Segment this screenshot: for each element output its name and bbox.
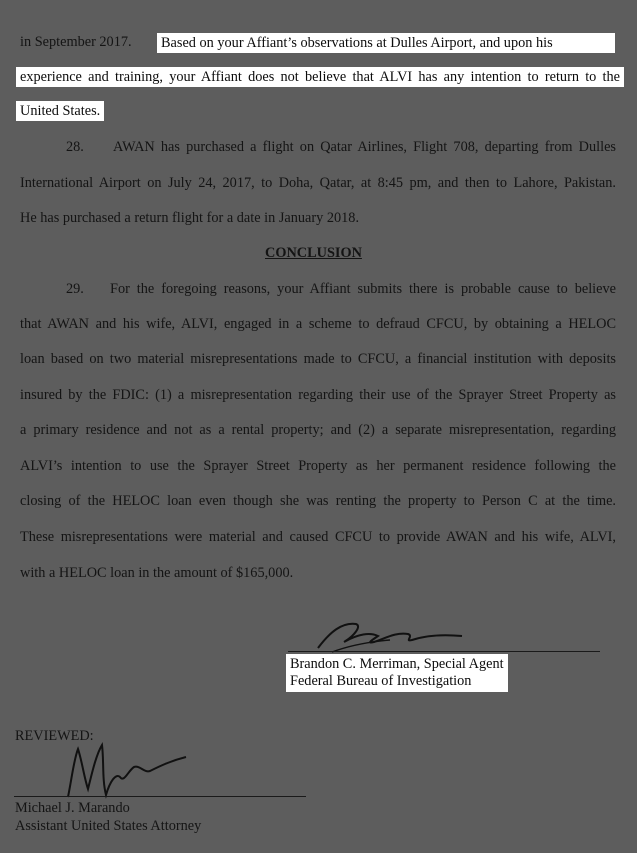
- p28-line-1: AWAN has purchased a flight on Qatar Airlines, Flight 708, departing from Dulles: [113, 139, 616, 155]
- p29-line-2: that AWAN and his wife, ALVI, engaged in a scheme to defraud CFCU, by obtaining a HELOC: [20, 316, 616, 332]
- p29-number: 29.: [66, 281, 84, 297]
- p29-line-3: loan based on two material misrepresentations made to CFCU, a financial institution with deposits: [20, 351, 616, 367]
- affiant-name: Brandon C. Merriman, Special Agent: [290, 656, 504, 672]
- p29-line-6: ALVI’s intention to use the Sprayer Street Property as her permanent residence following the: [20, 458, 616, 474]
- p29-line-5: a primary residence and not as a rental property; and (2) a separate misrepresentation, regarding: [20, 422, 616, 438]
- p28-number: 28.: [66, 139, 84, 155]
- conclusion-heading: CONCLUSION: [265, 245, 362, 261]
- affiant-agency: Federal Bureau of Investigation: [290, 673, 472, 689]
- p29-line-7: closing of the HELOC loan even though she was renting the property to Person C at the time.: [20, 493, 616, 509]
- affiant-signature-block: [286, 654, 508, 692]
- p27-line-1-highlight: Based on your Affiant’s observations at Dulles Airport, and upon his: [157, 33, 615, 53]
- reviewer-title: Assistant United States Attorney: [15, 818, 202, 834]
- p28-line-2: International Airport on July 24, 2017, to Doha, Qatar, at 8:45 pm, and then to Lahore, Pakistan.: [20, 175, 616, 191]
- p27-line-2-highlight: experience and training, your Affiant does not believe that ALVI has any intention to return to the: [16, 67, 624, 87]
- p28-line-3: He has purchased a return flight for a date in January 2018.: [20, 210, 360, 226]
- affiant-signature-line: [288, 651, 600, 652]
- reviewed-label: REVIEWED:: [15, 728, 94, 744]
- reviewer-name: Michael J. Marando: [15, 800, 130, 816]
- p29-line-4: insured by the FDIC: (1) a misrepresentation regarding their use of the Sprayer Street Property as: [20, 387, 616, 403]
- reviewer-signature-line: [14, 796, 306, 797]
- p27-line-1-plain: in September 2017.: [20, 34, 132, 50]
- p27-line-3-highlight: United States.: [16, 101, 104, 121]
- p29-line-1: For the foregoing reasons, your Affiant submits there is probable cause to believe: [110, 281, 616, 297]
- p29-line-8: These misrepresentations were material and caused CFCU to provide AWAN and his wife, ALVI,: [20, 529, 616, 545]
- p29-line-9: with a HELOC loan in the amount of $165,000.: [20, 565, 294, 581]
